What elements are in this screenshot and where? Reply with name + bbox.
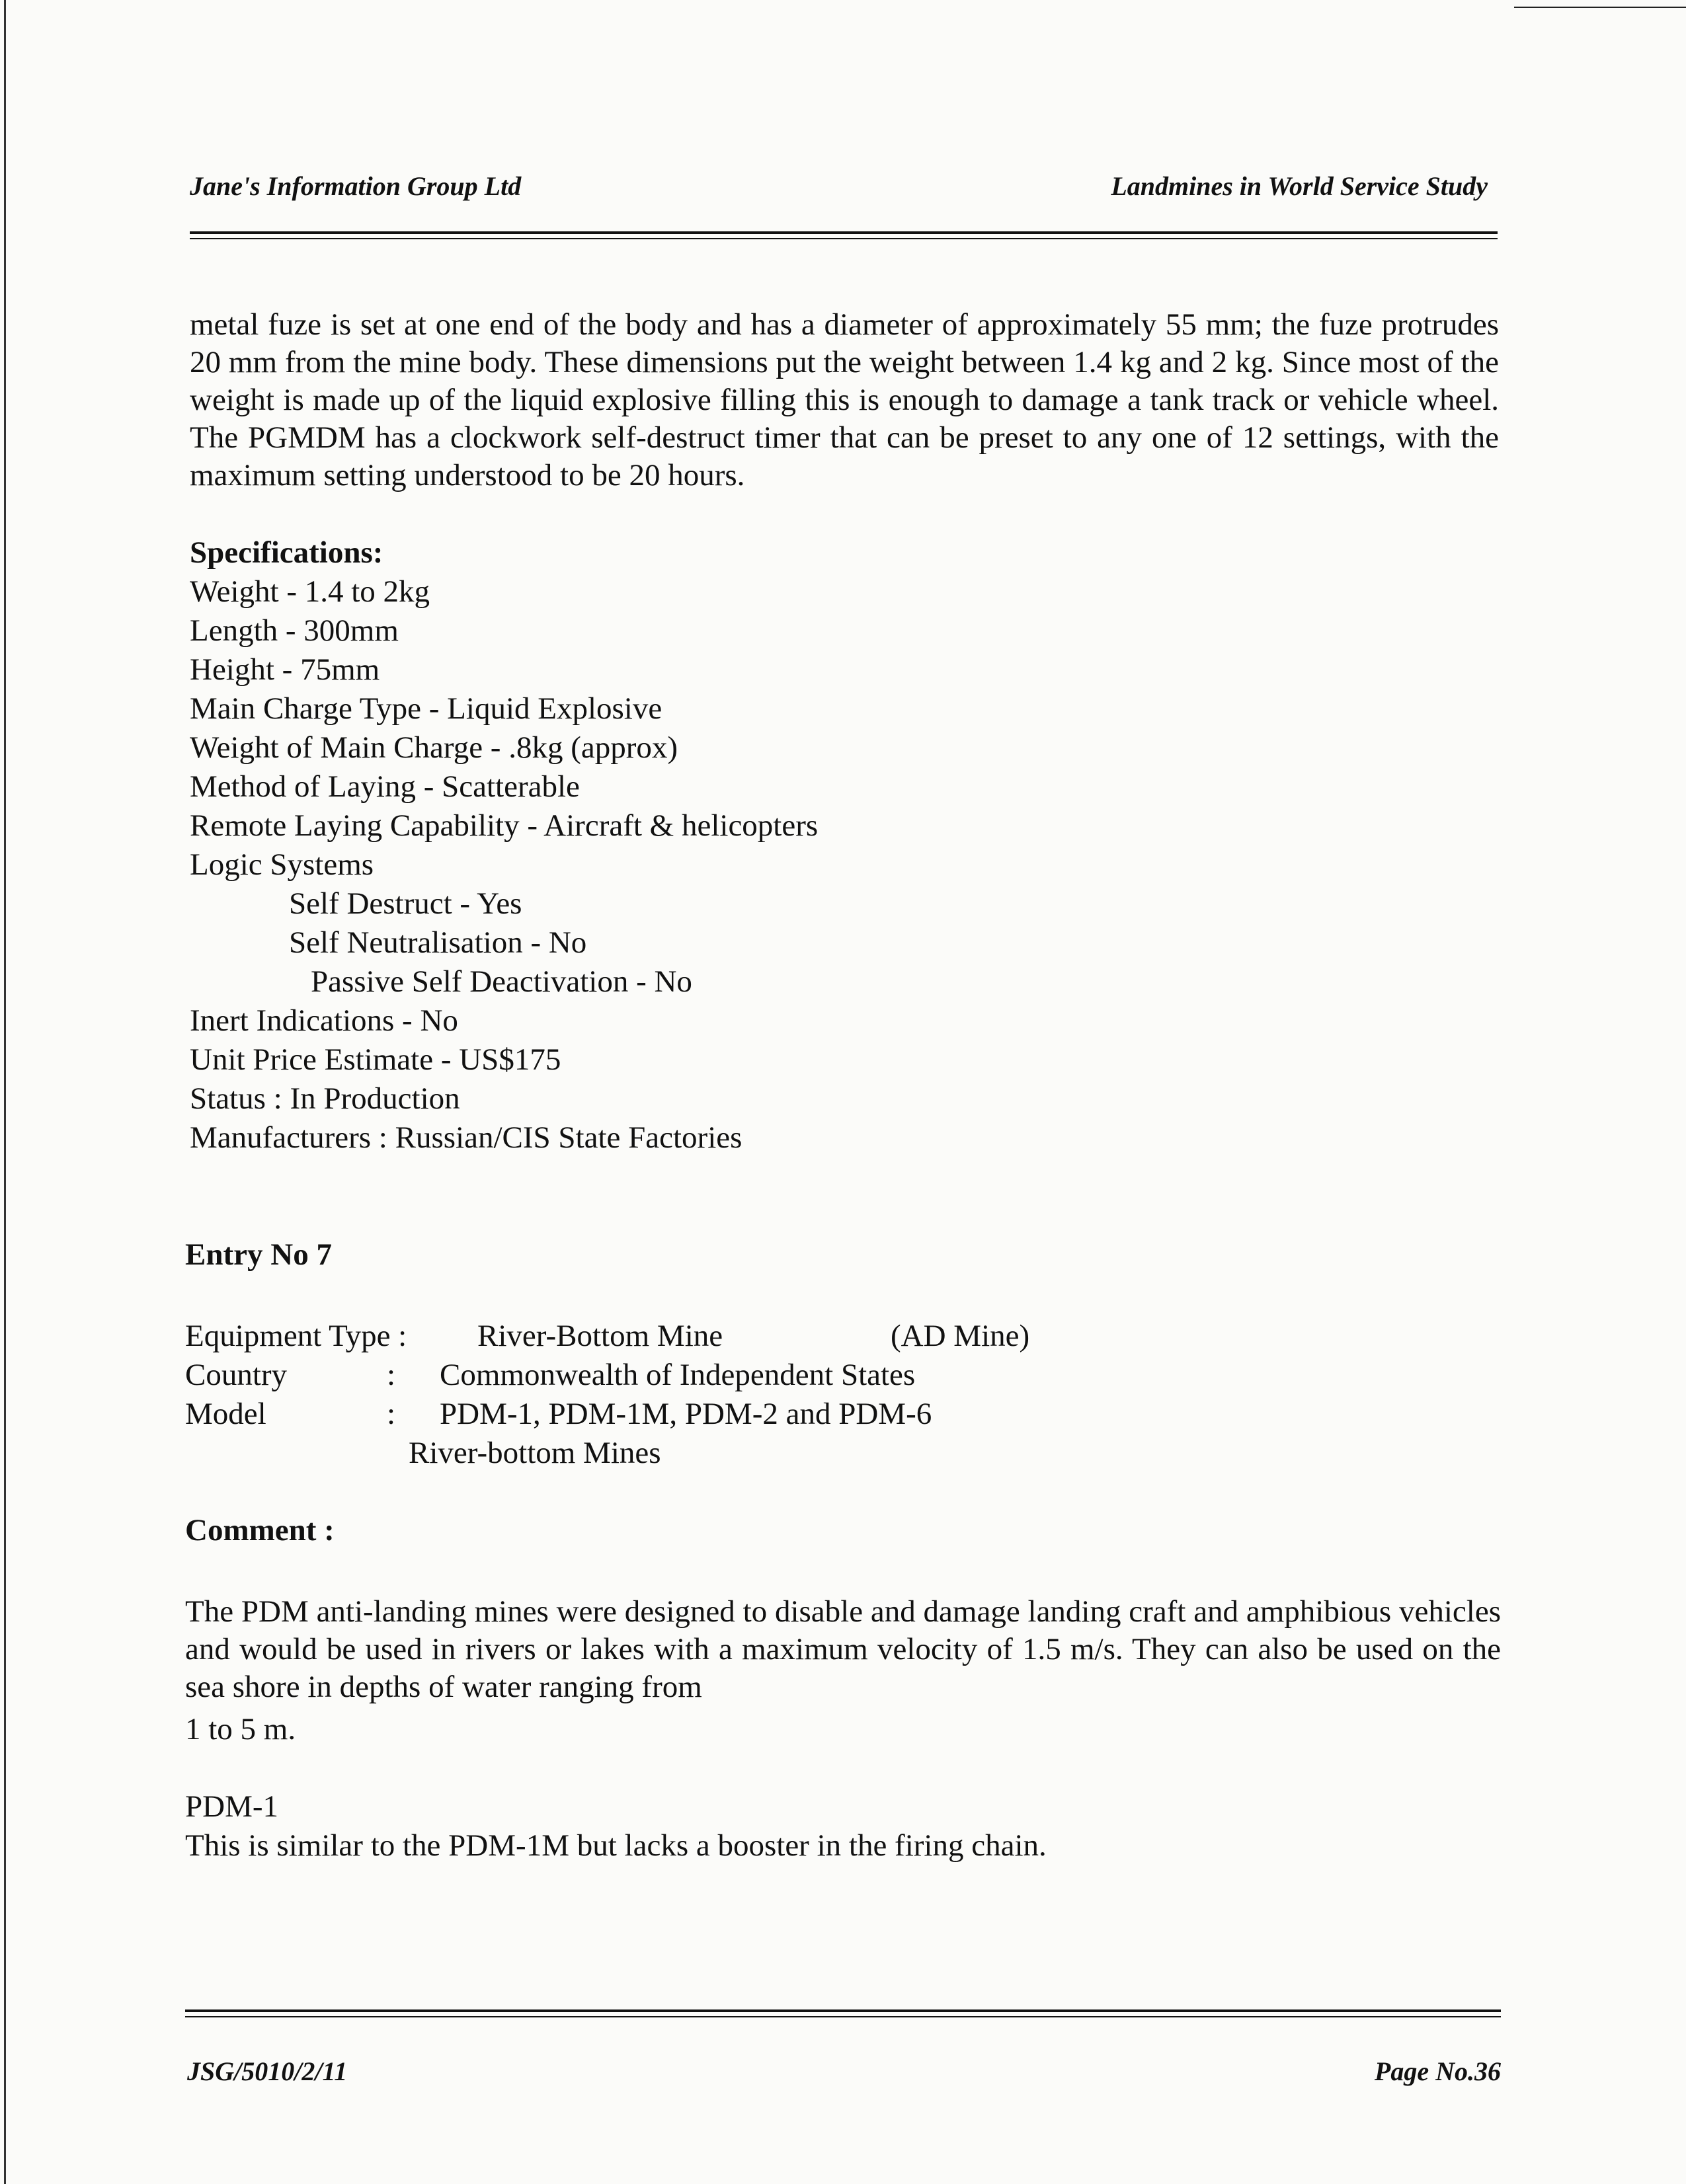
footer-left: JSG/5010/2/11 (187, 2056, 348, 2086)
entry-title: Entry No 7 (185, 1237, 332, 1272)
header-left: Jane's Information Group Ltd (190, 171, 522, 201)
spec-main-charge-type: Main Charge Type - Liquid Explosive (190, 691, 662, 726)
model-value-line1: PDM-1, PDM-1M, PDM-2 and PDM-6 (440, 1397, 932, 1431)
top-edge-mark (1514, 7, 1686, 8)
spec-self-destruct: Self Destruct - Yes (289, 886, 522, 921)
equipment-type-value: River-Bottom Mine (477, 1319, 723, 1353)
intro-paragraph: metal fuze is set at one end of the body and has a diameter of approximately 55 mm; the fuze protrudes 20 mm from the mine body. These dimensions put the weight between 1.4 kg and 2 kg. Since most of the weight is made up of the liquid explosive filling this is enough to damage a tank track or vehicle wheel. The PGMDM has a clockwork self-destruct timer that can be preset to any one of 12 settings, with the maximum setting understood to be 20 hours. (190, 307, 1499, 492)
spec-length: Length - 300mm (190, 613, 399, 648)
model-value-line2: River-bottom Mines (409, 1436, 661, 1470)
spec-passive-self-deactivation: Passive Self Deactivation - No (311, 964, 692, 999)
comment-paragraph-tail: 1 to 5 m. (185, 1712, 296, 1746)
spec-weight: Weight - 1.4 to 2kg (190, 574, 430, 609)
page-edge-line (4, 0, 6, 2184)
spec-height: Height - 75mm (190, 652, 380, 687)
pdm1-title: PDM-1 (185, 1789, 279, 1824)
spec-remote-laying: Remote Laying Capability - Aircraft & helicopters (190, 808, 819, 843)
spec-main-charge-weight: Weight of Main Charge - .8kg (approx) (190, 730, 678, 765)
spec-method-of-laying: Method of Laying - Scatterable (190, 769, 580, 804)
country-label: Country (185, 1358, 288, 1392)
spec-self-neutralisation: Self Neutralisation - No (289, 925, 587, 960)
country-colon: : (387, 1358, 396, 1392)
comment-paragraph: The PDM anti-landing mines were designed to disable and damage landing craft and amphibious vehicles and would be used in rivers or lakes with a maximum velocity of 1.5 m/s. They can also be used on the sea shore in depths of water ranging from (185, 1594, 1501, 1704)
model-colon: : (387, 1397, 396, 1431)
footer-rule-thin (185, 2016, 1501, 2017)
spec-inert-indications: Inert Indications - No (190, 1003, 458, 1038)
spec-status: Status : In Production (190, 1081, 460, 1116)
model-label: Model (185, 1397, 266, 1431)
spec-unit-price: Unit Price Estimate - US$175 (190, 1042, 561, 1077)
pdm1-text: This is similar to the PDM-1M but lacks a booster in the firing chain. (185, 1828, 1047, 1863)
country-value: Commonwealth of Independent States (440, 1358, 916, 1392)
footer-right: Page No.36 (1374, 2056, 1501, 2086)
footer-rule-thick (185, 2009, 1501, 2012)
header-right: Landmines in World Service Study (1111, 171, 1488, 201)
header-rule-thick (190, 231, 1498, 234)
specifications-title: Specifications: (190, 535, 383, 570)
spec-manufacturers: Manufacturers : Russian/CIS State Factories (190, 1120, 743, 1155)
comment-title: Comment : (185, 1513, 335, 1547)
spec-logic-systems: Logic Systems (190, 847, 374, 882)
equipment-type-class: (AD Mine) (891, 1319, 1030, 1353)
header-rule-thin (190, 238, 1498, 239)
equipment-type-label: Equipment Type : (185, 1319, 407, 1353)
